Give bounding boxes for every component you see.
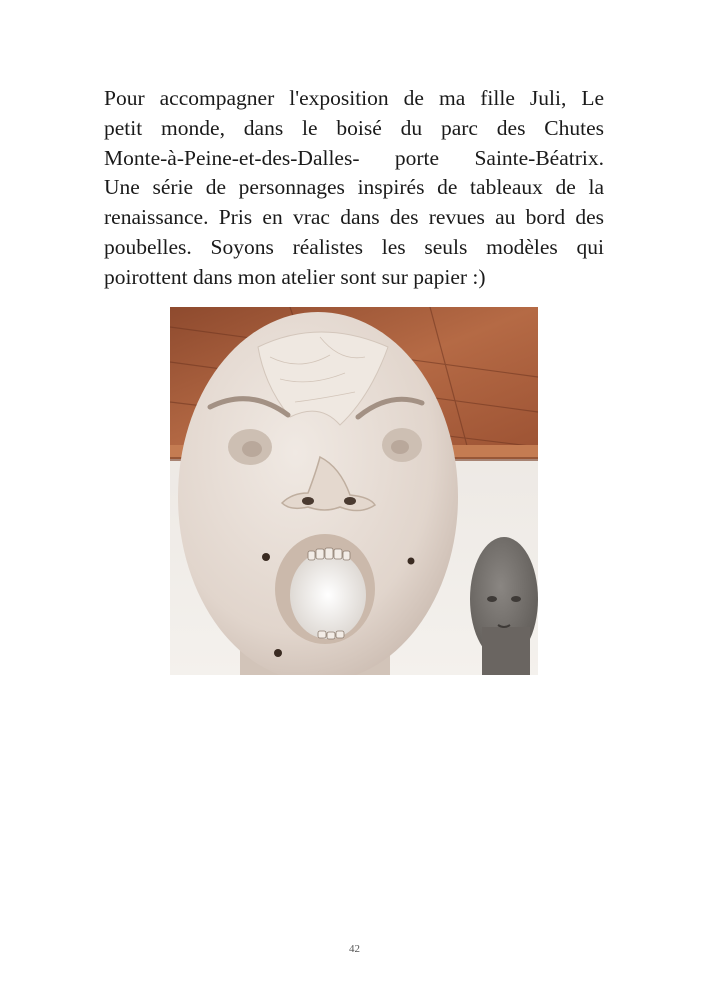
page-number: 42: [349, 943, 360, 955]
body-paragraph: [104, 84, 604, 293]
sculpture-photo: [170, 307, 538, 675]
paragraph-line: poubelles. Soyons réalistes les seuls modèles qui: [104, 234, 604, 259]
paragraph-line: Monte-à-Peine-et-des-Dalles- porte Sainte-Béatrix.: [104, 145, 604, 170]
paragraph-line: Pour accompagner l'exposition de ma fille Juli, Le: [104, 86, 604, 110]
paragraph-line: petit monde, dans le boisé du parc des Chutes: [104, 115, 604, 140]
paragraph-line: renaissance. Pris en vrac dans des revues au bord des: [104, 205, 604, 230]
paragraph-line: Une série de personnages inspirés de tableaux de la: [104, 175, 604, 200]
clay-face: [178, 312, 458, 675]
paragraph-line: poirottent dans mon atelier sont sur papier :): [104, 264, 486, 289]
